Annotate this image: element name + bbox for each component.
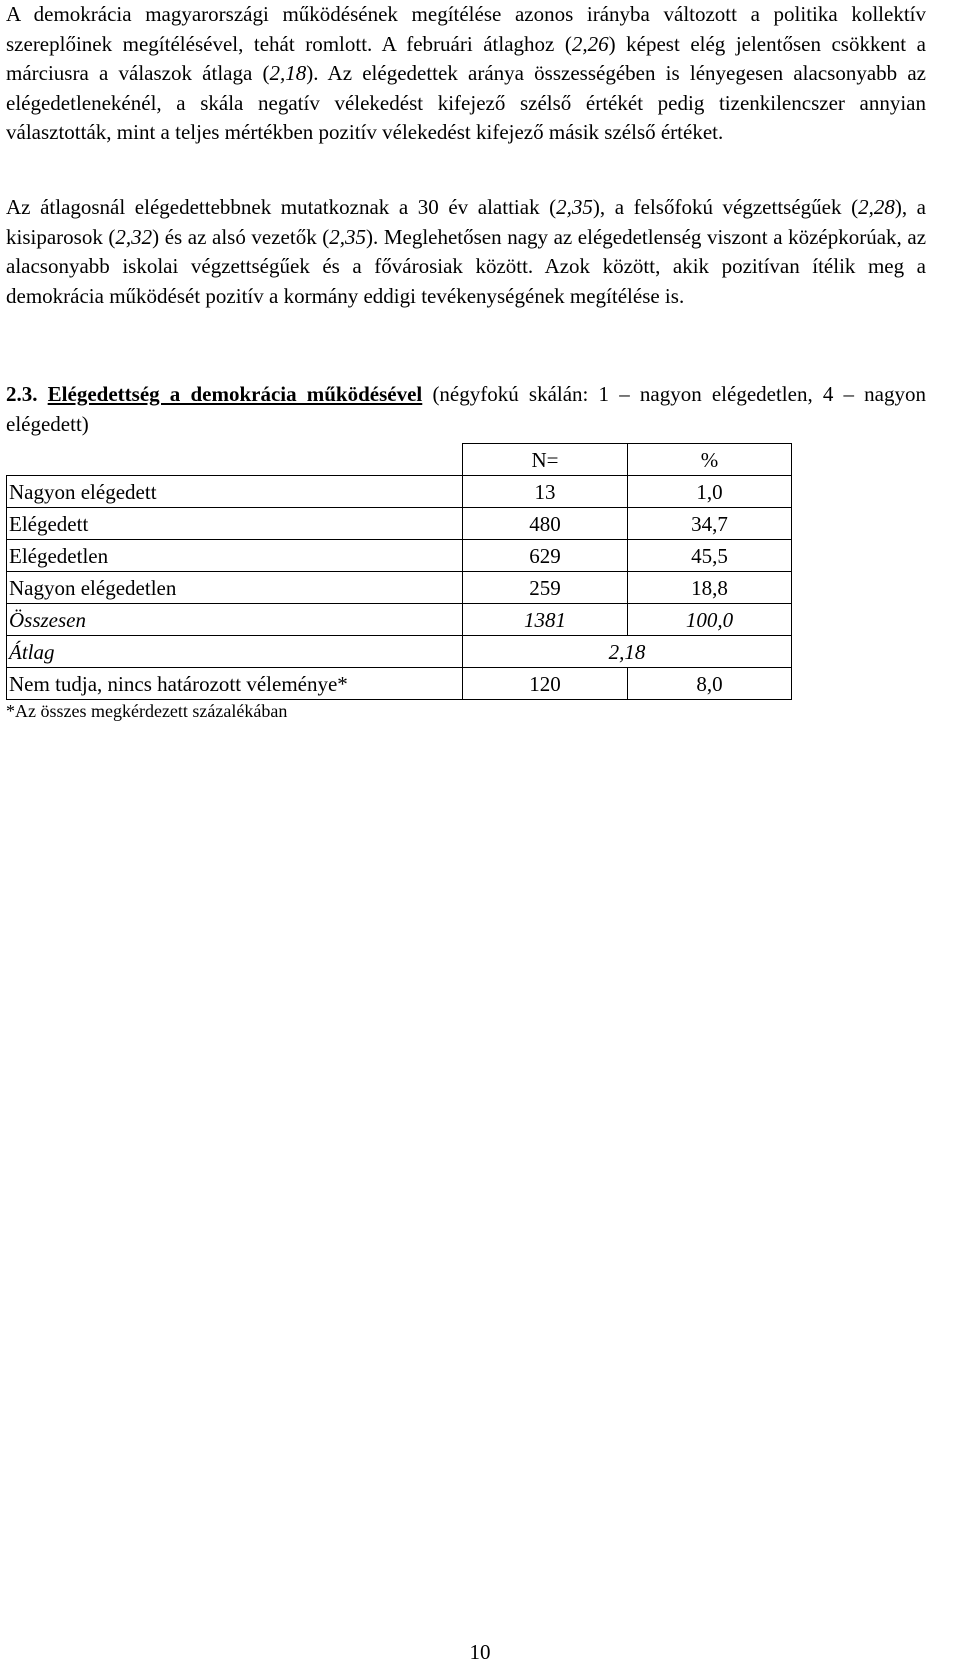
total-label: Összesen — [7, 604, 463, 636]
paragraph-1-value-mar: 2,18 — [269, 61, 307, 85]
page-number: 10 — [469, 1640, 491, 1664]
total-percent: 100,0 — [628, 604, 792, 636]
table-number: 2.3. — [6, 382, 38, 406]
table-footnote: *Az összes megkérdezett százalékában — [6, 701, 288, 721]
paragraph-1-text-a: A demokrácia magyarországi működésének megítélése azonos irányba változott a politika kollektív szereplőinek megítélésével, tehát romlott. A februári átlaghoz ( — [6, 2, 926, 56]
row-percent: 34,7 — [628, 508, 792, 540]
row-percent: 1,0 — [628, 476, 792, 508]
paragraph-2-text-c: ), a kisiparosok ( — [6, 195, 926, 249]
total-n: 1381 — [463, 604, 628, 636]
row-label: Elégedetlen — [7, 540, 463, 572]
dont-know-percent: 8,0 — [628, 668, 792, 700]
row-label: Nagyon elégedetlen — [7, 572, 463, 604]
paragraph-2-text-a: Az átlagosnál elégedettebbnek mutatkoznak a 30 év alattiak ( — [6, 195, 557, 219]
table-row — [7, 540, 792, 572]
paragraph-2 — [6, 193, 926, 311]
paragraph-2-value-lower-managers: 2,35 — [329, 224, 367, 249]
paragraph-2-value-craftsmen: 2,32 — [115, 224, 153, 249]
paragraph-1-text-b: ) képest elég jelentősen csökkent a márciusra a válaszok átlaga ( — [6, 31, 926, 85]
dont-know-n: 120 — [463, 668, 628, 700]
paragraph-2-value-under30: 2,35 — [556, 195, 593, 219]
table-row — [7, 508, 792, 540]
paragraph-2-text-b: ), a felsőfokú végzettségűek ( — [592, 195, 859, 219]
paragraph-1-value-feb: 2,26 — [571, 31, 609, 56]
row-n: 629 — [463, 540, 628, 572]
row-label: Elégedett — [7, 508, 463, 540]
table-heading — [6, 379, 926, 439]
table-dont-know-row — [7, 668, 792, 700]
paragraph-1 — [6, 0, 926, 148]
average-label: Átlag — [7, 636, 463, 668]
satisfaction-table — [6, 443, 792, 700]
row-n: 480 — [463, 508, 628, 540]
header-empty-cell — [7, 444, 463, 476]
table-row — [7, 476, 792, 508]
row-label: Nagyon elégedett — [7, 476, 463, 508]
paragraph-2-value-higher-edu: 2,28 — [858, 195, 895, 219]
table-row — [7, 572, 792, 604]
table-subtitle: (négyfokú skálán: 1 – nagyon elégedetlen, 4 – nagyon elégedett) — [6, 382, 927, 436]
table-header-row — [7, 444, 792, 476]
header-percent: % — [628, 444, 792, 476]
paragraph-2-text-e: ). Meglehetősen nagy az elégedetlenség viszont a középkorúak, az alacsonyabb iskolai végzettségűek és a fővárosiak között. Azok között, akik pozitívan ítélik meg a demokrácia működését pozitív a kormány eddigi tevékenységének megítélése is. — [6, 224, 927, 308]
table-average-row — [7, 636, 792, 668]
average-value: 2,18 — [463, 636, 792, 668]
paragraph-2-text-d: ) és az alsó vezetők ( — [152, 224, 330, 249]
row-n: 13 — [463, 476, 628, 508]
header-n: N= — [463, 444, 628, 476]
dont-know-label: Nem tudja, nincs határozott véleménye* — [7, 668, 463, 700]
row-percent: 18,8 — [628, 572, 792, 604]
table-total-row — [7, 604, 792, 636]
row-n: 259 — [463, 572, 628, 604]
paragraph-1-text-c: ). Az elégedettek aránya összességében is lényegesen alacsonyabb az elégedetlenekénél, a skála negatív vélekedést kifejező szélső értékét pedig tizenkilencszer annyian választották, mint a teljes mértékben pozitív vélekedést kifejező másik szélső értéket. — [6, 61, 926, 144]
table-title: Elégedettség a demokrácia működésével — [47, 382, 423, 406]
row-percent: 45,5 — [628, 540, 792, 572]
